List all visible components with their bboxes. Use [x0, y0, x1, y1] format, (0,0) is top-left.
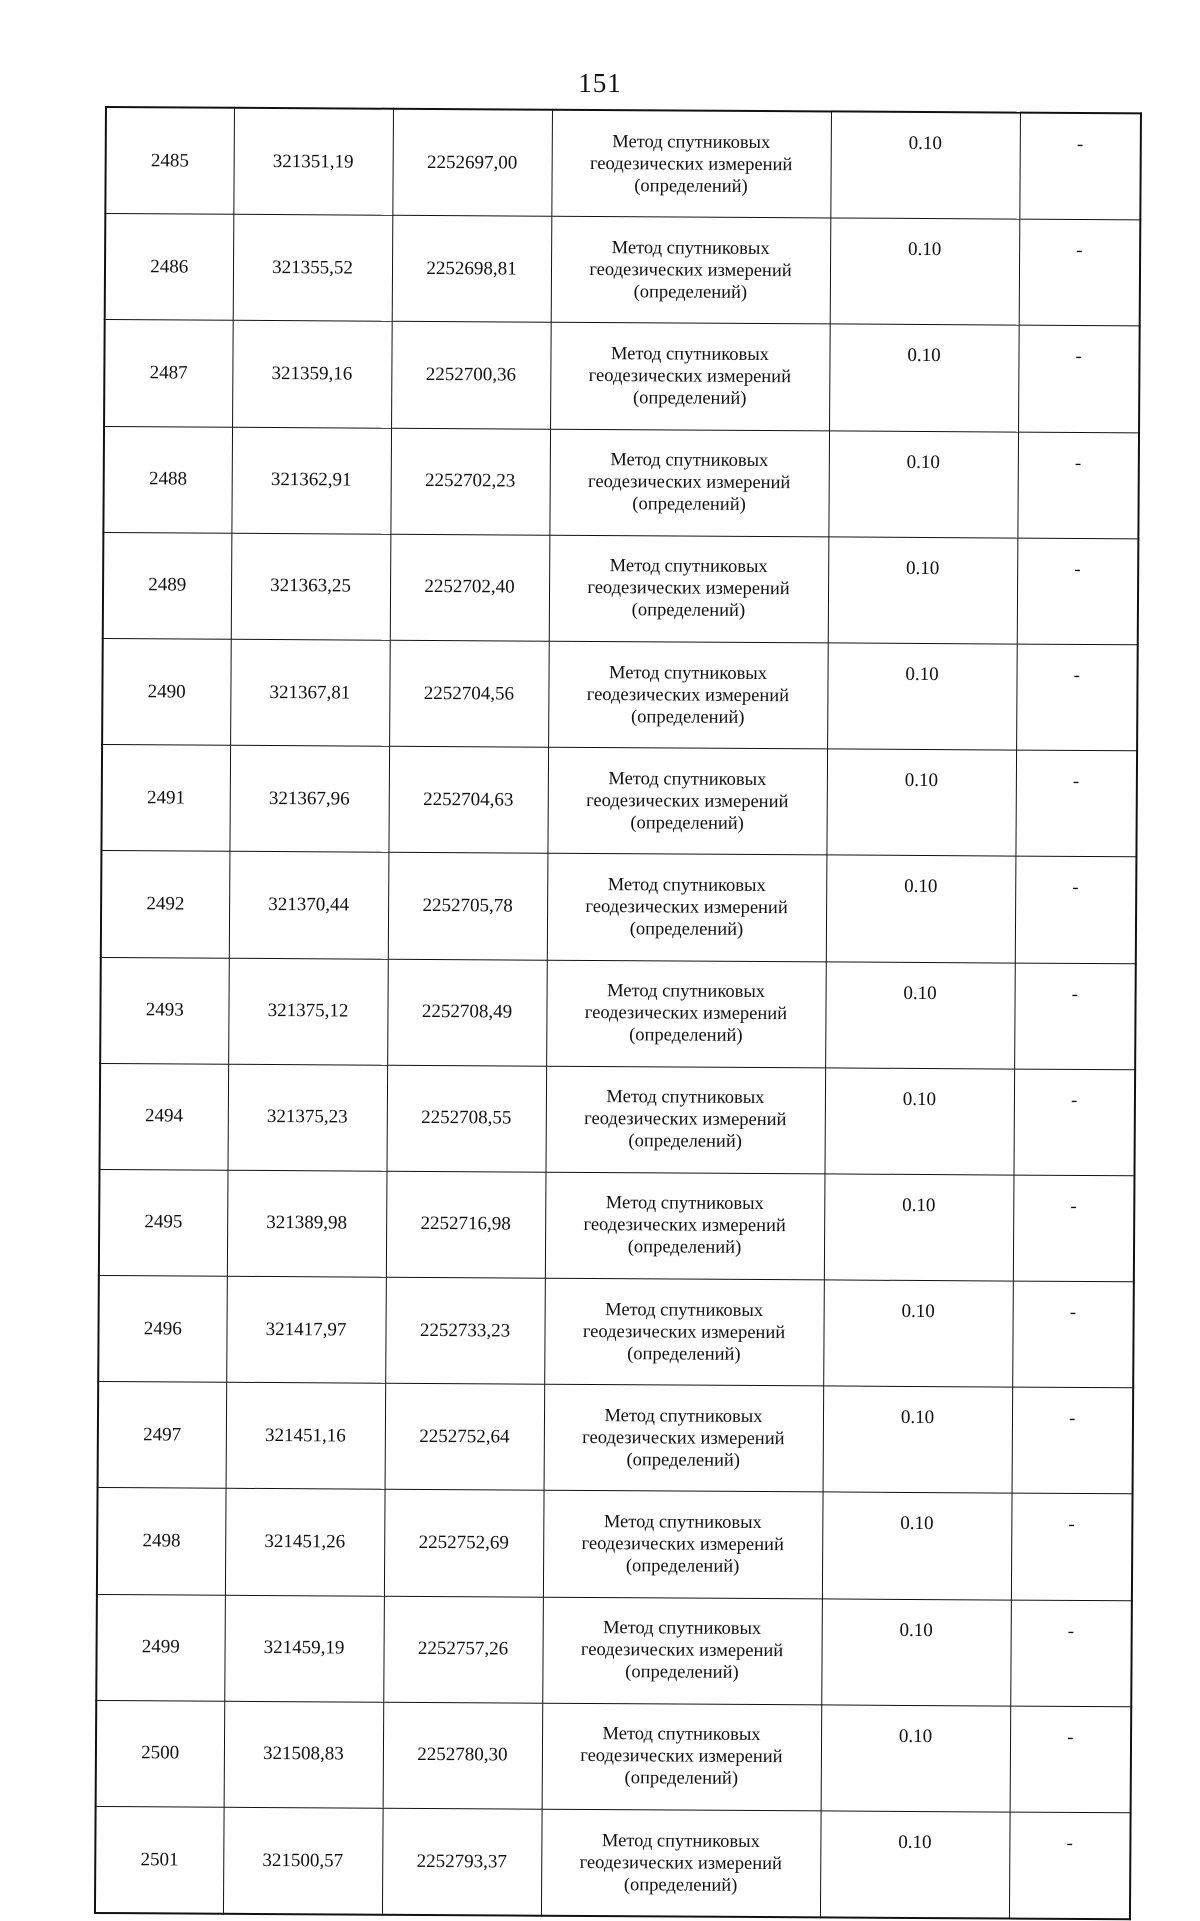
accuracy-cell: 0.10 — [828, 430, 1018, 537]
note-cell: - — [1010, 1706, 1132, 1813]
method-line: геодезических измерений — [589, 259, 792, 281]
point-id-cell: 2498 — [97, 1488, 226, 1595]
method-line: Метод спутниковых — [605, 1299, 764, 1321]
method-line: Метод спутниковых — [607, 981, 766, 1003]
accuracy-cell: 0.10 — [823, 1280, 1013, 1387]
method-cell — [547, 854, 827, 962]
accuracy-cell: 0.10 — [826, 749, 1016, 856]
x-coordinate-cell: 321508,83 — [224, 1701, 384, 1808]
accuracy-cell: 0.10 — [824, 1068, 1014, 1175]
table-row — [96, 1594, 1132, 1707]
accuracy-cell: 0.10 — [830, 111, 1020, 219]
table-row — [103, 426, 1139, 539]
point-id-cell: 2494 — [100, 1063, 229, 1170]
y-coordinate-cell: 2252708,55 — [386, 1065, 546, 1172]
method-line: геодезических измерений — [588, 365, 792, 388]
table-body — [95, 107, 1141, 1919]
table-row — [101, 851, 1137, 964]
note-cell: - — [1013, 1069, 1135, 1176]
note-cell: - — [1012, 1387, 1134, 1494]
method-line: (определений) — [625, 1662, 739, 1684]
y-coordinate-cell: 2252702,23 — [390, 428, 550, 535]
method-line: (определений) — [630, 812, 744, 834]
method-cell — [548, 641, 828, 749]
point-id-cell: 2497 — [98, 1382, 227, 1489]
x-coordinate-cell: 321351,19 — [233, 108, 393, 216]
point-id-cell: 2500 — [96, 1700, 225, 1807]
accuracy-cell: 0.10 — [829, 324, 1019, 431]
method-line: Метод спутниковых — [610, 450, 769, 472]
method-line: (определений) — [632, 388, 747, 409]
method-line: геодезических измерений — [579, 1852, 782, 1874]
method-line: Метод спутниковых — [610, 344, 770, 366]
method-line: (определений) — [632, 494, 746, 516]
method-line: Метод спутниковых — [605, 1193, 764, 1215]
method-line: геодезических измерений — [582, 1321, 786, 1343]
method-line: (определений) — [630, 706, 745, 728]
accuracy-cell: 0.10 — [823, 1386, 1013, 1493]
table-row — [99, 1169, 1135, 1282]
table-row — [97, 1488, 1133, 1601]
method-line: (определений) — [623, 1874, 738, 1896]
method-line: Метод спутниковых — [603, 1512, 762, 1534]
method-cell — [549, 535, 829, 643]
x-coordinate-cell: 321367,96 — [229, 745, 389, 852]
note-cell: - — [1017, 538, 1139, 645]
method-line: геодезических измерений — [580, 1746, 783, 1768]
method-line: (определений) — [626, 1450, 741, 1471]
accuracy-cell: 0.10 — [827, 643, 1017, 750]
table-row — [98, 1382, 1134, 1495]
note-cell: - — [1014, 963, 1136, 1070]
y-coordinate-cell: 2252700,36 — [391, 322, 551, 429]
accuracy-cell: 0.10 — [824, 1174, 1014, 1281]
x-coordinate-cell: 321451,26 — [225, 1489, 385, 1596]
y-coordinate-cell: 2252733,23 — [385, 1277, 545, 1384]
method-line: Метод спутниковых — [604, 1405, 763, 1427]
method-line: Метод спутниковых — [612, 131, 771, 153]
y-coordinate-cell: 2252716,98 — [386, 1171, 546, 1278]
point-id-cell: 2496 — [98, 1276, 227, 1383]
table-row — [103, 532, 1139, 645]
method-line: геодезических измерений — [587, 472, 791, 494]
note-cell: - — [1019, 113, 1141, 220]
method-cell — [550, 323, 830, 431]
note-cell: - — [1010, 1600, 1132, 1707]
note-cell: - — [1019, 219, 1141, 326]
method-cell — [545, 1172, 825, 1280]
note-cell: - — [1011, 1494, 1133, 1601]
point-id-cell: 2487 — [104, 320, 233, 427]
accuracy-cell: 0.10 — [828, 537, 1018, 644]
accuracy-cell: 0.10 — [826, 855, 1016, 962]
method-line: Метод спутниковых — [607, 874, 766, 896]
method-line: Метод спутниковых — [603, 1618, 762, 1640]
y-coordinate-cell: 2252780,30 — [383, 1702, 543, 1809]
method-cell — [544, 1384, 824, 1492]
y-coordinate-cell: 2252793,37 — [382, 1808, 542, 1916]
method-line: Метод спутниковых — [601, 1830, 760, 1852]
note-cell: - — [1015, 856, 1137, 963]
method-line: Метод спутниковых — [609, 556, 768, 578]
accuracy-cell: 0.10 — [820, 1811, 1010, 1919]
method-line: (определений) — [631, 600, 746, 622]
table-row — [104, 320, 1140, 433]
x-coordinate-cell: 321459,19 — [224, 1595, 384, 1702]
point-id-cell: 2501 — [95, 1806, 224, 1913]
method-line: (определений) — [629, 919, 744, 940]
point-id-cell: 2491 — [101, 745, 230, 852]
method-cell — [541, 1809, 821, 1917]
method-cell — [549, 429, 829, 537]
method-line: геодезических измерений — [580, 1640, 784, 1662]
y-coordinate-cell: 2252752,64 — [385, 1383, 545, 1490]
method-line: (определений) — [625, 1556, 740, 1577]
note-cell: - — [1016, 644, 1138, 751]
method-line: (определений) — [624, 1768, 739, 1790]
table-row — [102, 638, 1138, 751]
method-line: геодезических измерений — [586, 684, 790, 706]
accuracy-cell: 0.10 — [821, 1599, 1011, 1706]
accuracy-cell: 0.10 — [830, 218, 1020, 325]
method-line: Метод спутниковых — [611, 237, 770, 259]
y-coordinate-cell: 2252704,63 — [388, 746, 548, 853]
note-cell: - — [1009, 1812, 1131, 1919]
note-cell: - — [1018, 325, 1140, 432]
x-coordinate-cell: 321367,81 — [230, 639, 390, 746]
method-line: геодезических измерений — [586, 790, 789, 812]
method-line: геодезических измерений — [584, 1003, 788, 1025]
method-line: Метод спутниковых — [602, 1724, 761, 1746]
y-coordinate-cell: 2252752,69 — [384, 1490, 544, 1597]
y-coordinate-cell: 2252702,40 — [390, 534, 550, 641]
method-line: геодезических измерений — [581, 1533, 784, 1556]
y-coordinate-cell: 2252708,49 — [387, 959, 547, 1066]
point-id-cell: 2495 — [99, 1169, 228, 1276]
method-cell — [551, 216, 831, 324]
table-row — [98, 1276, 1134, 1389]
point-id-cell: 2485 — [105, 107, 234, 214]
method-cell — [544, 1278, 824, 1386]
method-cell — [551, 110, 831, 218]
method-cell — [545, 1066, 825, 1174]
table-row — [100, 957, 1136, 1070]
method-line: (определений) — [627, 1237, 742, 1259]
method-cell — [542, 1703, 822, 1811]
point-id-cell: 2492 — [101, 851, 230, 958]
method-line: геодезических измерений — [585, 896, 788, 919]
page-number: 151 — [578, 68, 622, 98]
y-coordinate-cell: 2252698,81 — [392, 215, 552, 322]
note-cell: - — [1017, 432, 1139, 539]
accuracy-cell: 0.10 — [822, 1492, 1012, 1599]
method-cell — [543, 1491, 823, 1599]
method-line: Метод спутниковых — [608, 662, 768, 684]
table-row — [105, 214, 1141, 327]
point-id-cell: 2489 — [103, 532, 232, 639]
x-coordinate-cell: 321389,98 — [227, 1170, 387, 1277]
y-coordinate-cell: 2252697,00 — [392, 109, 552, 217]
point-id-cell: 2486 — [105, 214, 234, 321]
table-row — [95, 1806, 1131, 1919]
accuracy-cell: 0.10 — [821, 1705, 1011, 1812]
method-cell — [547, 747, 827, 855]
y-coordinate-cell: 2252705,78 — [388, 853, 548, 960]
point-id-cell: 2488 — [103, 426, 232, 533]
point-id-cell: 2499 — [96, 1594, 225, 1701]
point-id-cell: 2493 — [100, 957, 229, 1064]
y-coordinate-cell: 2252704,56 — [389, 640, 549, 747]
x-coordinate-cell: 321359,16 — [232, 321, 392, 428]
x-coordinate-cell: 321375,23 — [228, 1064, 388, 1171]
y-coordinate-cell: 2252757,26 — [383, 1596, 543, 1703]
x-coordinate-cell: 321451,16 — [226, 1383, 386, 1490]
table-row — [96, 1700, 1132, 1813]
method-line: геодезических измерений — [589, 153, 793, 175]
table-row — [101, 745, 1137, 858]
method-line: (определений) — [628, 1131, 742, 1153]
note-cell: - — [1013, 1175, 1135, 1282]
method-line: геодезических измерений — [587, 578, 790, 600]
x-coordinate-cell: 321355,52 — [233, 214, 393, 321]
x-coordinate-cell: 321500,57 — [223, 1807, 383, 1915]
method-line: Метод спутниковых — [608, 768, 767, 790]
method-cell — [546, 960, 826, 1068]
method-line: (определений) — [629, 1025, 743, 1047]
method-cell — [542, 1597, 822, 1705]
coordinates-table — [94, 106, 1142, 1920]
method-line: (определений) — [633, 282, 748, 303]
point-id-cell: 2490 — [102, 638, 231, 745]
x-coordinate-cell: 321362,91 — [231, 427, 391, 534]
x-coordinate-cell: 321375,12 — [228, 958, 388, 1065]
method-line: (определений) — [627, 1343, 741, 1365]
x-coordinate-cell: 321370,44 — [229, 852, 389, 959]
table-row — [105, 107, 1141, 220]
x-coordinate-cell: 321417,97 — [226, 1276, 386, 1383]
method-line: геодезических измерений — [582, 1427, 785, 1450]
note-cell: - — [1012, 1281, 1134, 1388]
accuracy-cell: 0.10 — [825, 961, 1015, 1068]
table-row — [100, 1063, 1136, 1176]
x-coordinate-cell: 321363,25 — [231, 533, 391, 640]
note-cell: - — [1015, 750, 1137, 857]
method-line: Метод спутниковых — [606, 1087, 765, 1109]
method-line: геодезических измерений — [583, 1215, 786, 1237]
method-line: геодезических измерений — [584, 1109, 787, 1131]
method-line: (определений) — [634, 175, 748, 197]
